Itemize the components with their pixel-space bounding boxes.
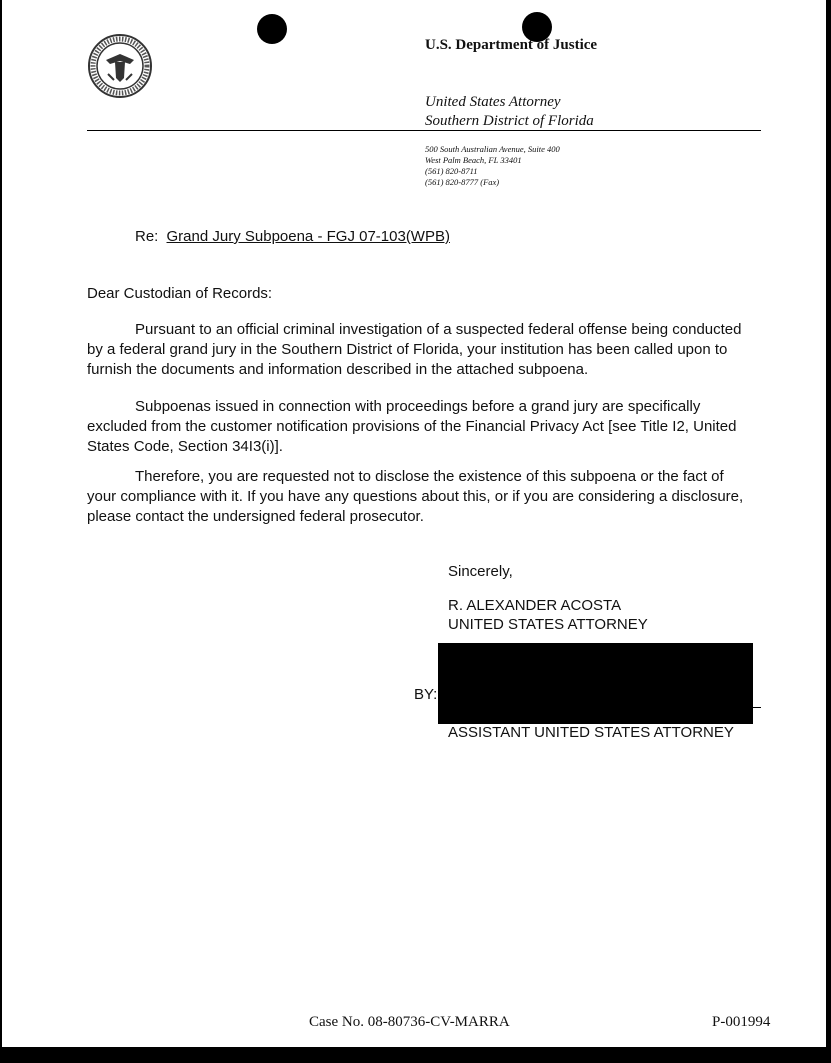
signer-office: UNITED STATES ATTORNEY	[448, 616, 648, 633]
address-phone: (561) 820-8711	[425, 166, 478, 176]
body-paragraph: Therefore, you are requested not to disclose the existence of this subpoena or the fact of your compliance with it. If you have any questions about this, or if you are considering a disclosure, please contact the undersigned federal prosecutor.	[87, 468, 744, 525]
department-name: U.S. Department of Justice	[425, 37, 598, 53]
doj-seal-icon	[86, 34, 156, 103]
by-label: BY:	[414, 686, 438, 703]
scan-edge-left	[0, 0, 2, 1063]
punch-hole-left	[257, 14, 287, 44]
office-name: United States Attorney	[425, 94, 561, 110]
signature-line	[753, 707, 761, 708]
address-fax: (561) 820-8777 (Fax)	[425, 177, 500, 187]
body-paragraph: Pursuant to an official criminal investigation of a suspected federal offense being conducted by a federal grand jury in the Southern District of Florida, your institution has been called upon to furnish the documents and information described in the attached subpoena.	[87, 321, 742, 378]
re-label: Re:	[135, 228, 159, 245]
body-paragraph: Subpoenas issued in connection with proceedings before a grand jury are specifically excluded from the customer notification provisions of the Financial Privacy Act [see Title I2, United States Code, Section 34I3(i)].	[87, 398, 737, 455]
header-rule	[87, 130, 761, 131]
salutation: Dear Custodian of Records:	[87, 285, 273, 302]
re-line	[135, 228, 450, 245]
redaction-box	[438, 643, 753, 724]
closing: Sincerely,	[448, 563, 513, 580]
signer-name: R. ALEXANDER ACOSTA	[448, 597, 622, 614]
scan-edge-right	[826, 0, 831, 1063]
page-id: P-001994	[712, 1014, 771, 1030]
case-number: Case No. 08-80736-CV-MARRA	[309, 1014, 510, 1030]
address-line: 500 South Australian Avenue, Suite 400	[425, 144, 560, 154]
address-line: West Palm Beach, FL 33401	[425, 155, 522, 165]
re-subject: Grand Jury Subpoena - FGJ 07-103(WPB)	[166, 228, 450, 245]
signer-title: ASSISTANT UNITED STATES ATTORNEY	[448, 724, 734, 741]
office-district: Southern District of Florida	[425, 113, 594, 129]
scan-edge-bottom	[0, 1047, 831, 1063]
